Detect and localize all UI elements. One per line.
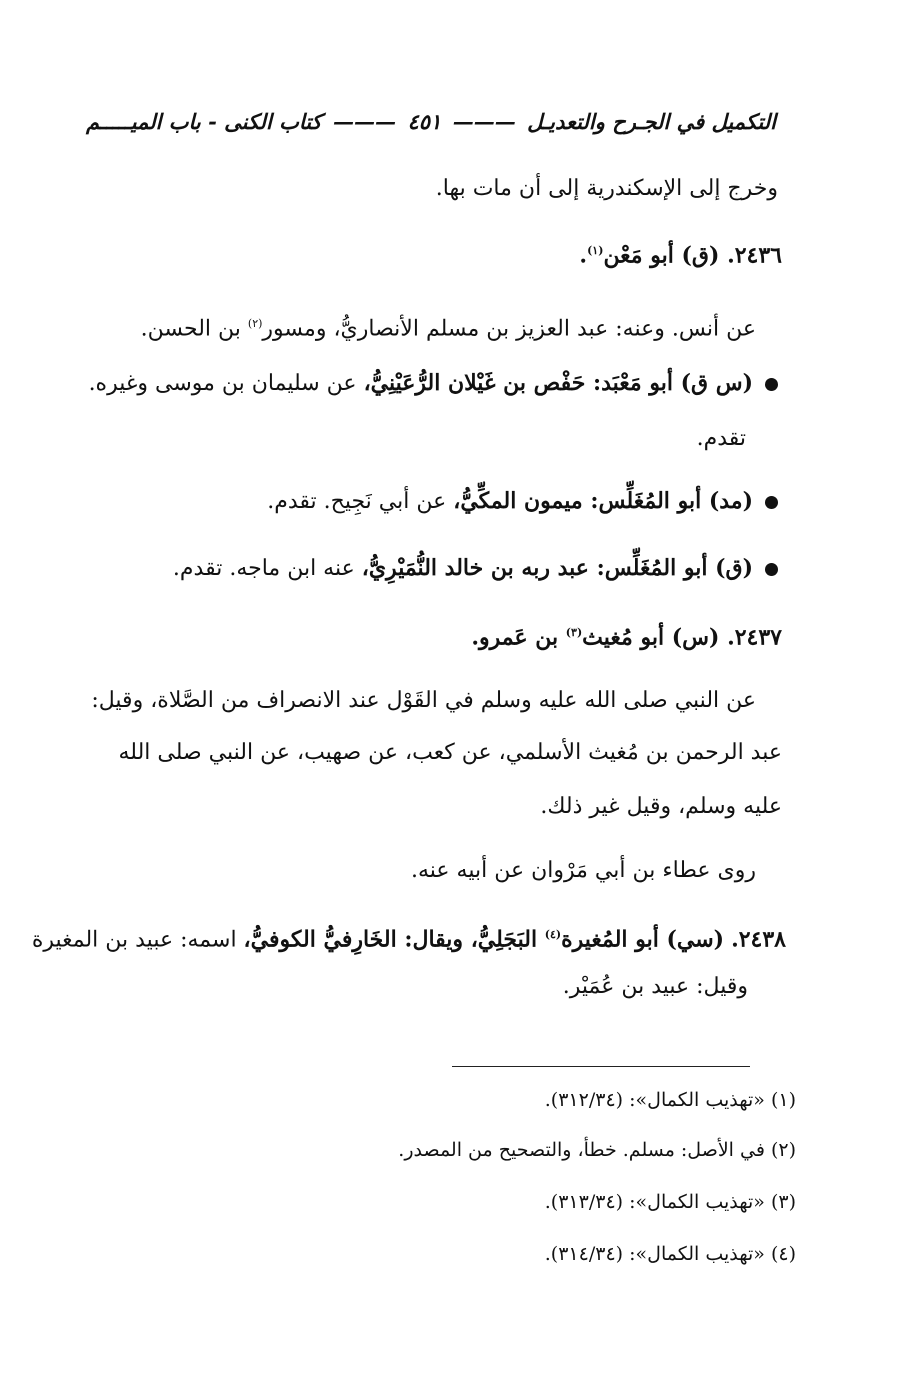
footnote-ref[interactable]: (٢) [247, 317, 263, 330]
header-dash: ——— [333, 108, 397, 134]
line-text: تقدم. [696, 426, 746, 451]
entry-punct: . [579, 242, 588, 269]
text-line [119, 738, 783, 768]
bullet-title: (مد) أبو المُغَلِّس: ميمون المكِّيُّ، [453, 488, 753, 514]
line-text: وخرج إلى الإسكندرية إلى أن مات بها. [435, 176, 778, 201]
running-header [86, 98, 776, 144]
footnote-ref[interactable]: (٣) [565, 626, 583, 639]
header-dash: ——— [452, 108, 516, 134]
entry-number: ٢٤٣٧. [727, 624, 782, 651]
footnote [545, 1086, 796, 1114]
footnote-text: (١) «تهذيب الكمال»: (٣١٢/٣٤). [544, 1089, 796, 1111]
text-line [540, 792, 782, 822]
line-text: عليه وسلم، وقيل غير ذلك. [540, 794, 782, 819]
entry-title: (س) أبو مُغيث [582, 624, 720, 651]
bullet-text: عن أبي نَجِيح. تقدم. [267, 489, 454, 514]
footnote-divider [452, 1066, 750, 1067]
line-text: عبد الرحمن بن مُغيث الأسلمي، عن كعب، عن صهيب، عن النبي صلى الله [118, 740, 782, 765]
bullet-text: عن سليمان بن موسى وغيره. [88, 371, 364, 396]
header-page-number: ٤٥١ [407, 108, 442, 134]
entry-heading-2438 [32, 920, 786, 955]
footnote-text: (٢) في الأصل: مسلم. خطأ، والتصحيح من المصدر. [398, 1139, 796, 1161]
bullet-title: (س ق) أبو مَعْبَد: حَفْص بن غَيْلان الرُّعَيْنِيُّ، [363, 370, 753, 396]
bullet-item [89, 368, 778, 399]
bullet-item [267, 486, 778, 517]
bullet-icon [765, 563, 778, 576]
text-line [436, 174, 778, 204]
line-text: اسمه: عبيد بن المغيرة [31, 927, 244, 953]
text-line [91, 686, 756, 716]
footnote-ref[interactable]: (١) [587, 244, 604, 257]
entry-heading-2436 [579, 236, 782, 270]
bullet-item [173, 553, 778, 584]
text-line [697, 424, 746, 454]
bullet-title: (ق) أبو المُغَلِّس: عبد ربه بن خالد النُّمَيْرِيُّ، [361, 555, 753, 581]
header-right-title: التكميل في الجـرح والتعديـل [527, 108, 776, 134]
entry-number: ٢٤٣٨. [731, 926, 786, 953]
footnote [545, 1240, 796, 1268]
entry-heading-2437 [471, 618, 782, 652]
footnote-ref[interactable]: (٤) [544, 928, 562, 941]
line-text: روى عطاء بن أبي مَرْوان عن أبيه عنه. [411, 858, 756, 883]
header-left-title: كتاب الكنى - باب الميـــــم [86, 108, 322, 134]
line-text: عن أنس. وعنه: عبد العزيز بن مسلم الأنصاريُّ، ومسور [262, 316, 756, 342]
entry-title: (سي) أبو المُغيرة [561, 926, 725, 953]
text-line [141, 309, 756, 344]
line-text: بن الحسن. [140, 316, 248, 342]
footnote-text: (٤) «تهذيب الكمال»: (٣١٤/٣٤). [544, 1243, 796, 1265]
entry-title: (ق) أبو مَعْن [603, 242, 720, 269]
text-line [411, 856, 756, 886]
footnote-text: (٣) «تهذيب الكمال»: (٣١٣/٣٤). [544, 1191, 796, 1213]
text-line [563, 972, 748, 1002]
bullet-icon [765, 378, 778, 391]
footnote [398, 1136, 796, 1164]
bullet-icon [765, 496, 778, 509]
line-text: وقيل: عبيد بن عُمَيْر. [562, 974, 748, 999]
entry-punct: بن عَمرو. [471, 624, 566, 651]
entry-number: ٢٤٣٦. [727, 242, 782, 269]
bullet-text: عنه ابن ماجه. تقدم. [172, 556, 362, 581]
footnote [545, 1188, 796, 1216]
entry-title: البَجَلِيُّ، ويقال: الخَارِفيُّ الكوفيُّ، [243, 926, 545, 953]
line-text: عن النبي صلى الله عليه وسلم في القَوْل عند الانصراف من الصَّلاة، وقيل: [91, 688, 756, 713]
